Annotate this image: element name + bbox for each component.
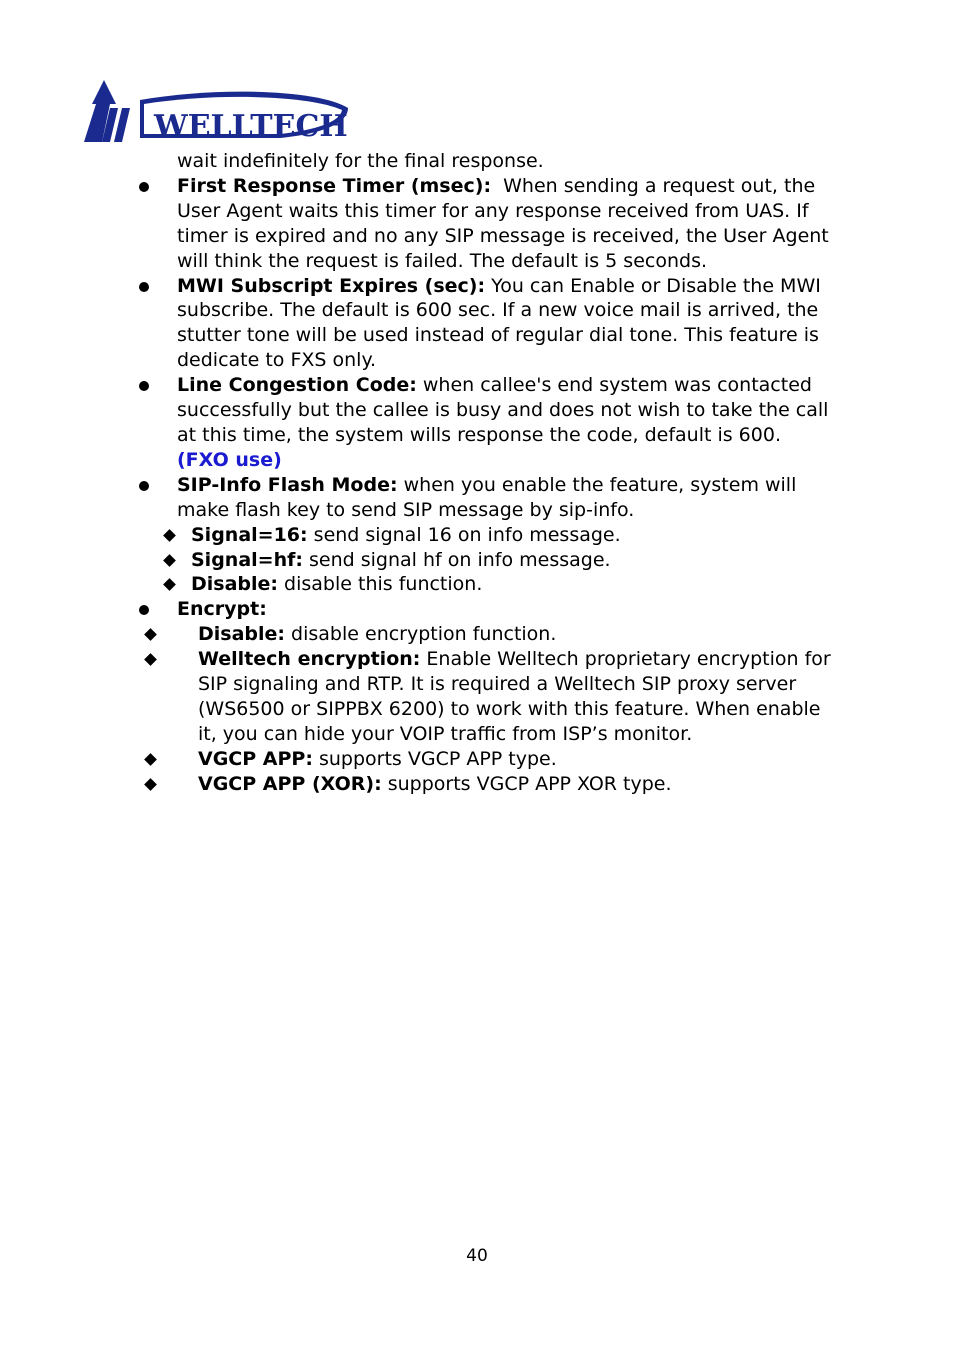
welltech-logo-icon [80, 78, 352, 146]
bullet-dot-icon [139, 605, 149, 615]
diamond-bullet-icon [144, 778, 157, 791]
list-item-first-response: First Response Timer (msec): When sending a request out, the User Agent waits this timer for any response received from UAS. If timer is expired and no any SIP message is received, the User Agent will think the request is failed. The default is 5 seconds. [138, 174, 878, 274]
encrypt-item-vgcp-xor: VGCP APP (XOR): supports VGCP APP XOR type. [135, 772, 878, 797]
term: Encrypt: [177, 598, 267, 621]
diamond-bullet-icon [144, 753, 157, 766]
term: First Response Timer (msec): [177, 174, 492, 197]
logo-text: WELLTECH [154, 109, 348, 144]
sub-item-signal-hf: Signal=hf: send signal hf on info message. [138, 548, 878, 573]
term: MWI Subscript Expires (sec): [177, 274, 486, 297]
encrypt-item-vgcp: VGCP APP: supports VGCP APP type. [135, 747, 878, 772]
fxo-note: (FXO use) [177, 448, 282, 471]
encrypt-item-disable: Disable: disable encryption function. [135, 622, 878, 647]
bullet-dot-icon [139, 182, 149, 192]
encrypt-item-welltech: Welltech encryption: Enable Welltech proprietary encryption for SIP signaling and RTP. It is required a Welltech SIP proxy server (WS6500 or SIPPBX 6200) to work with this feature. When enable it, you can hide your VOIP traffic from ISP’s monitor. [135, 647, 878, 747]
diamond-bullet-icon [144, 628, 157, 641]
term: SIP-Info Flash Mode: [177, 473, 398, 496]
sub-item-disable: Disable: disable this function. [138, 572, 878, 597]
diamond-bullet-icon [144, 653, 157, 666]
page-number: 40 [466, 1246, 488, 1266]
diamond-bullet-icon [163, 529, 176, 542]
welltech-logo [80, 78, 352, 146]
bullet-dot-icon [139, 282, 149, 292]
intro-line: wait indefinitely for the final response. [177, 150, 544, 172]
list-item-congestion: Line Congestion Code: when callee's end system was contacted successfully but the callee is busy and does not wish to take the call at this time, the system wills response the code, default is 600. (FXO use) [138, 373, 878, 473]
list-item-mwi: MWI Subscript Expires (sec): You can Enable or Disable the MWI subscribe. The default is 600 sec. If a new voice mail is arrived, the stutter tone will be used instead of regular dial tone. This feature is dedicate to FXS only. [138, 274, 878, 374]
bullet-dot-icon [139, 381, 149, 391]
bullet-dot-icon [139, 481, 149, 491]
term: Line Congestion Code: [177, 374, 417, 397]
sub-item-signal-16: Signal=16: send signal 16 on info message. [138, 523, 878, 548]
diamond-bullet-icon [163, 579, 176, 592]
diamond-bullet-icon [163, 554, 176, 567]
list-item-sip-info: SIP-Info Flash Mode: when you enable the feature, system will make flash key to send SIP message by sip-info. [138, 473, 878, 523]
page-content [138, 149, 878, 797]
list-item-encrypt [138, 597, 878, 622]
